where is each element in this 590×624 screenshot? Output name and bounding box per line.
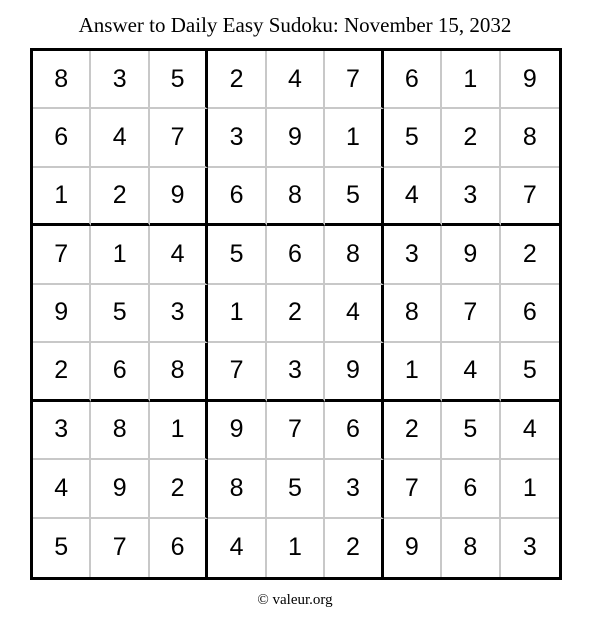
sudoku-cell-r8c5: 5 (267, 460, 325, 518)
sudoku-cell-r1c8: 1 (442, 51, 500, 109)
sudoku-cell-r9c5: 1 (267, 519, 325, 577)
sudoku-cell-r8c8: 6 (442, 460, 500, 518)
sudoku-cell-r5c5: 2 (267, 285, 325, 343)
sudoku-cell-r1c1: 8 (33, 51, 91, 109)
sudoku-cell-r7c6: 6 (325, 402, 383, 460)
sudoku-cell-r5c3: 3 (150, 285, 208, 343)
sudoku-cell-r4c1: 7 (33, 226, 91, 284)
sudoku-cell-r4c4: 5 (208, 226, 266, 284)
sudoku-cell-r2c1: 6 (33, 109, 91, 167)
sudoku-cell-r7c7: 2 (384, 402, 442, 460)
sudoku-cell-r6c6: 9 (325, 343, 383, 401)
sudoku-cell-r1c3: 5 (150, 51, 208, 109)
sudoku-cell-r3c2: 2 (91, 168, 149, 226)
sudoku-cell-r8c9: 1 (501, 460, 559, 518)
sudoku-cell-r9c1: 5 (33, 519, 91, 577)
sudoku-cell-r7c1: 3 (33, 402, 91, 460)
sudoku-cell-r6c5: 3 (267, 343, 325, 401)
copyright-footer: © valeur.org (257, 592, 333, 608)
sudoku-cell-r2c5: 9 (267, 109, 325, 167)
sudoku-cell-r6c9: 5 (501, 343, 559, 401)
sudoku-cell-r9c7: 9 (384, 519, 442, 577)
sudoku-cell-r4c3: 4 (150, 226, 208, 284)
sudoku-cell-r5c8: 7 (442, 285, 500, 343)
sudoku-cell-r9c4: 4 (208, 519, 266, 577)
sudoku-cell-r8c7: 7 (384, 460, 442, 518)
sudoku-cell-r2c8: 2 (442, 109, 500, 167)
sudoku-cell-r7c5: 7 (267, 402, 325, 460)
sudoku-cell-r3c7: 4 (384, 168, 442, 226)
sudoku-cell-r4c7: 3 (384, 226, 442, 284)
sudoku-cell-r7c4: 9 (208, 402, 266, 460)
sudoku-cell-r2c4: 3 (208, 109, 266, 167)
sudoku-cell-r9c3: 6 (150, 519, 208, 577)
sudoku-cell-r2c2: 4 (91, 109, 149, 167)
sudoku-cell-r9c8: 8 (442, 519, 500, 577)
sudoku-cell-r6c4: 7 (208, 343, 266, 401)
sudoku-cell-r1c2: 3 (91, 51, 149, 109)
sudoku-cell-r3c9: 7 (501, 168, 559, 226)
sudoku-cell-r4c5: 6 (267, 226, 325, 284)
sudoku-cell-r2c3: 7 (150, 109, 208, 167)
sudoku-cell-r8c6: 3 (325, 460, 383, 518)
sudoku-cell-r7c3: 1 (150, 402, 208, 460)
sudoku-cell-r3c4: 6 (208, 168, 266, 226)
sudoku-cell-r3c1: 1 (33, 168, 91, 226)
sudoku-cell-r7c9: 4 (501, 402, 559, 460)
sudoku-cell-r5c6: 4 (325, 285, 383, 343)
sudoku-cell-r5c2: 5 (91, 285, 149, 343)
sudoku-cell-r1c6: 7 (325, 51, 383, 109)
sudoku-cell-r2c7: 5 (384, 109, 442, 167)
sudoku-cell-r2c6: 1 (325, 109, 383, 167)
sudoku-cell-r4c6: 8 (325, 226, 383, 284)
sudoku-cell-r6c2: 6 (91, 343, 149, 401)
sudoku-cell-r6c1: 2 (33, 343, 91, 401)
sudoku-cell-r7c2: 8 (91, 402, 149, 460)
sudoku-cell-r5c9: 6 (501, 285, 559, 343)
sudoku-cell-r1c9: 9 (501, 51, 559, 109)
sudoku-cell-r1c5: 4 (267, 51, 325, 109)
sudoku-cell-r5c4: 1 (208, 285, 266, 343)
sudoku-cell-r6c7: 1 (384, 343, 442, 401)
sudoku-cell-r9c6: 2 (325, 519, 383, 577)
sudoku-cell-r3c5: 8 (267, 168, 325, 226)
sudoku-cell-r2c9: 8 (501, 109, 559, 167)
sudoku-cell-r9c2: 7 (91, 519, 149, 577)
sudoku-cell-r3c6: 5 (325, 168, 383, 226)
sudoku-grid (30, 48, 562, 580)
sudoku-cell-r4c2: 1 (91, 226, 149, 284)
sudoku-cell-r8c2: 9 (91, 460, 149, 518)
sudoku-cell-r3c3: 9 (150, 168, 208, 226)
sudoku-cell-r1c7: 6 (384, 51, 442, 109)
sudoku-cell-r3c8: 3 (442, 168, 500, 226)
sudoku-cell-r8c3: 2 (150, 460, 208, 518)
sudoku-cell-r1c4: 2 (208, 51, 266, 109)
sudoku-cell-r5c1: 9 (33, 285, 91, 343)
sudoku-cell-r9c9: 3 (522, 533, 537, 562)
sudoku-cell-r4c9: 2 (501, 226, 559, 284)
sudoku-cell-r4c8: 9 (442, 226, 500, 284)
sudoku-cell-r5c7: 8 (384, 285, 442, 343)
sudoku-cell-r6c8: 4 (442, 343, 500, 401)
puzzle-title: Answer to Daily Easy Sudoku: November 15, 2032 (78, 13, 512, 37)
sudoku-cell-r6c3: 8 (150, 343, 208, 401)
sudoku-cell-r8c4: 8 (208, 460, 266, 518)
sudoku-cell-r8c1: 4 (33, 460, 91, 518)
sudoku-cell-r7c8: 5 (442, 402, 500, 460)
